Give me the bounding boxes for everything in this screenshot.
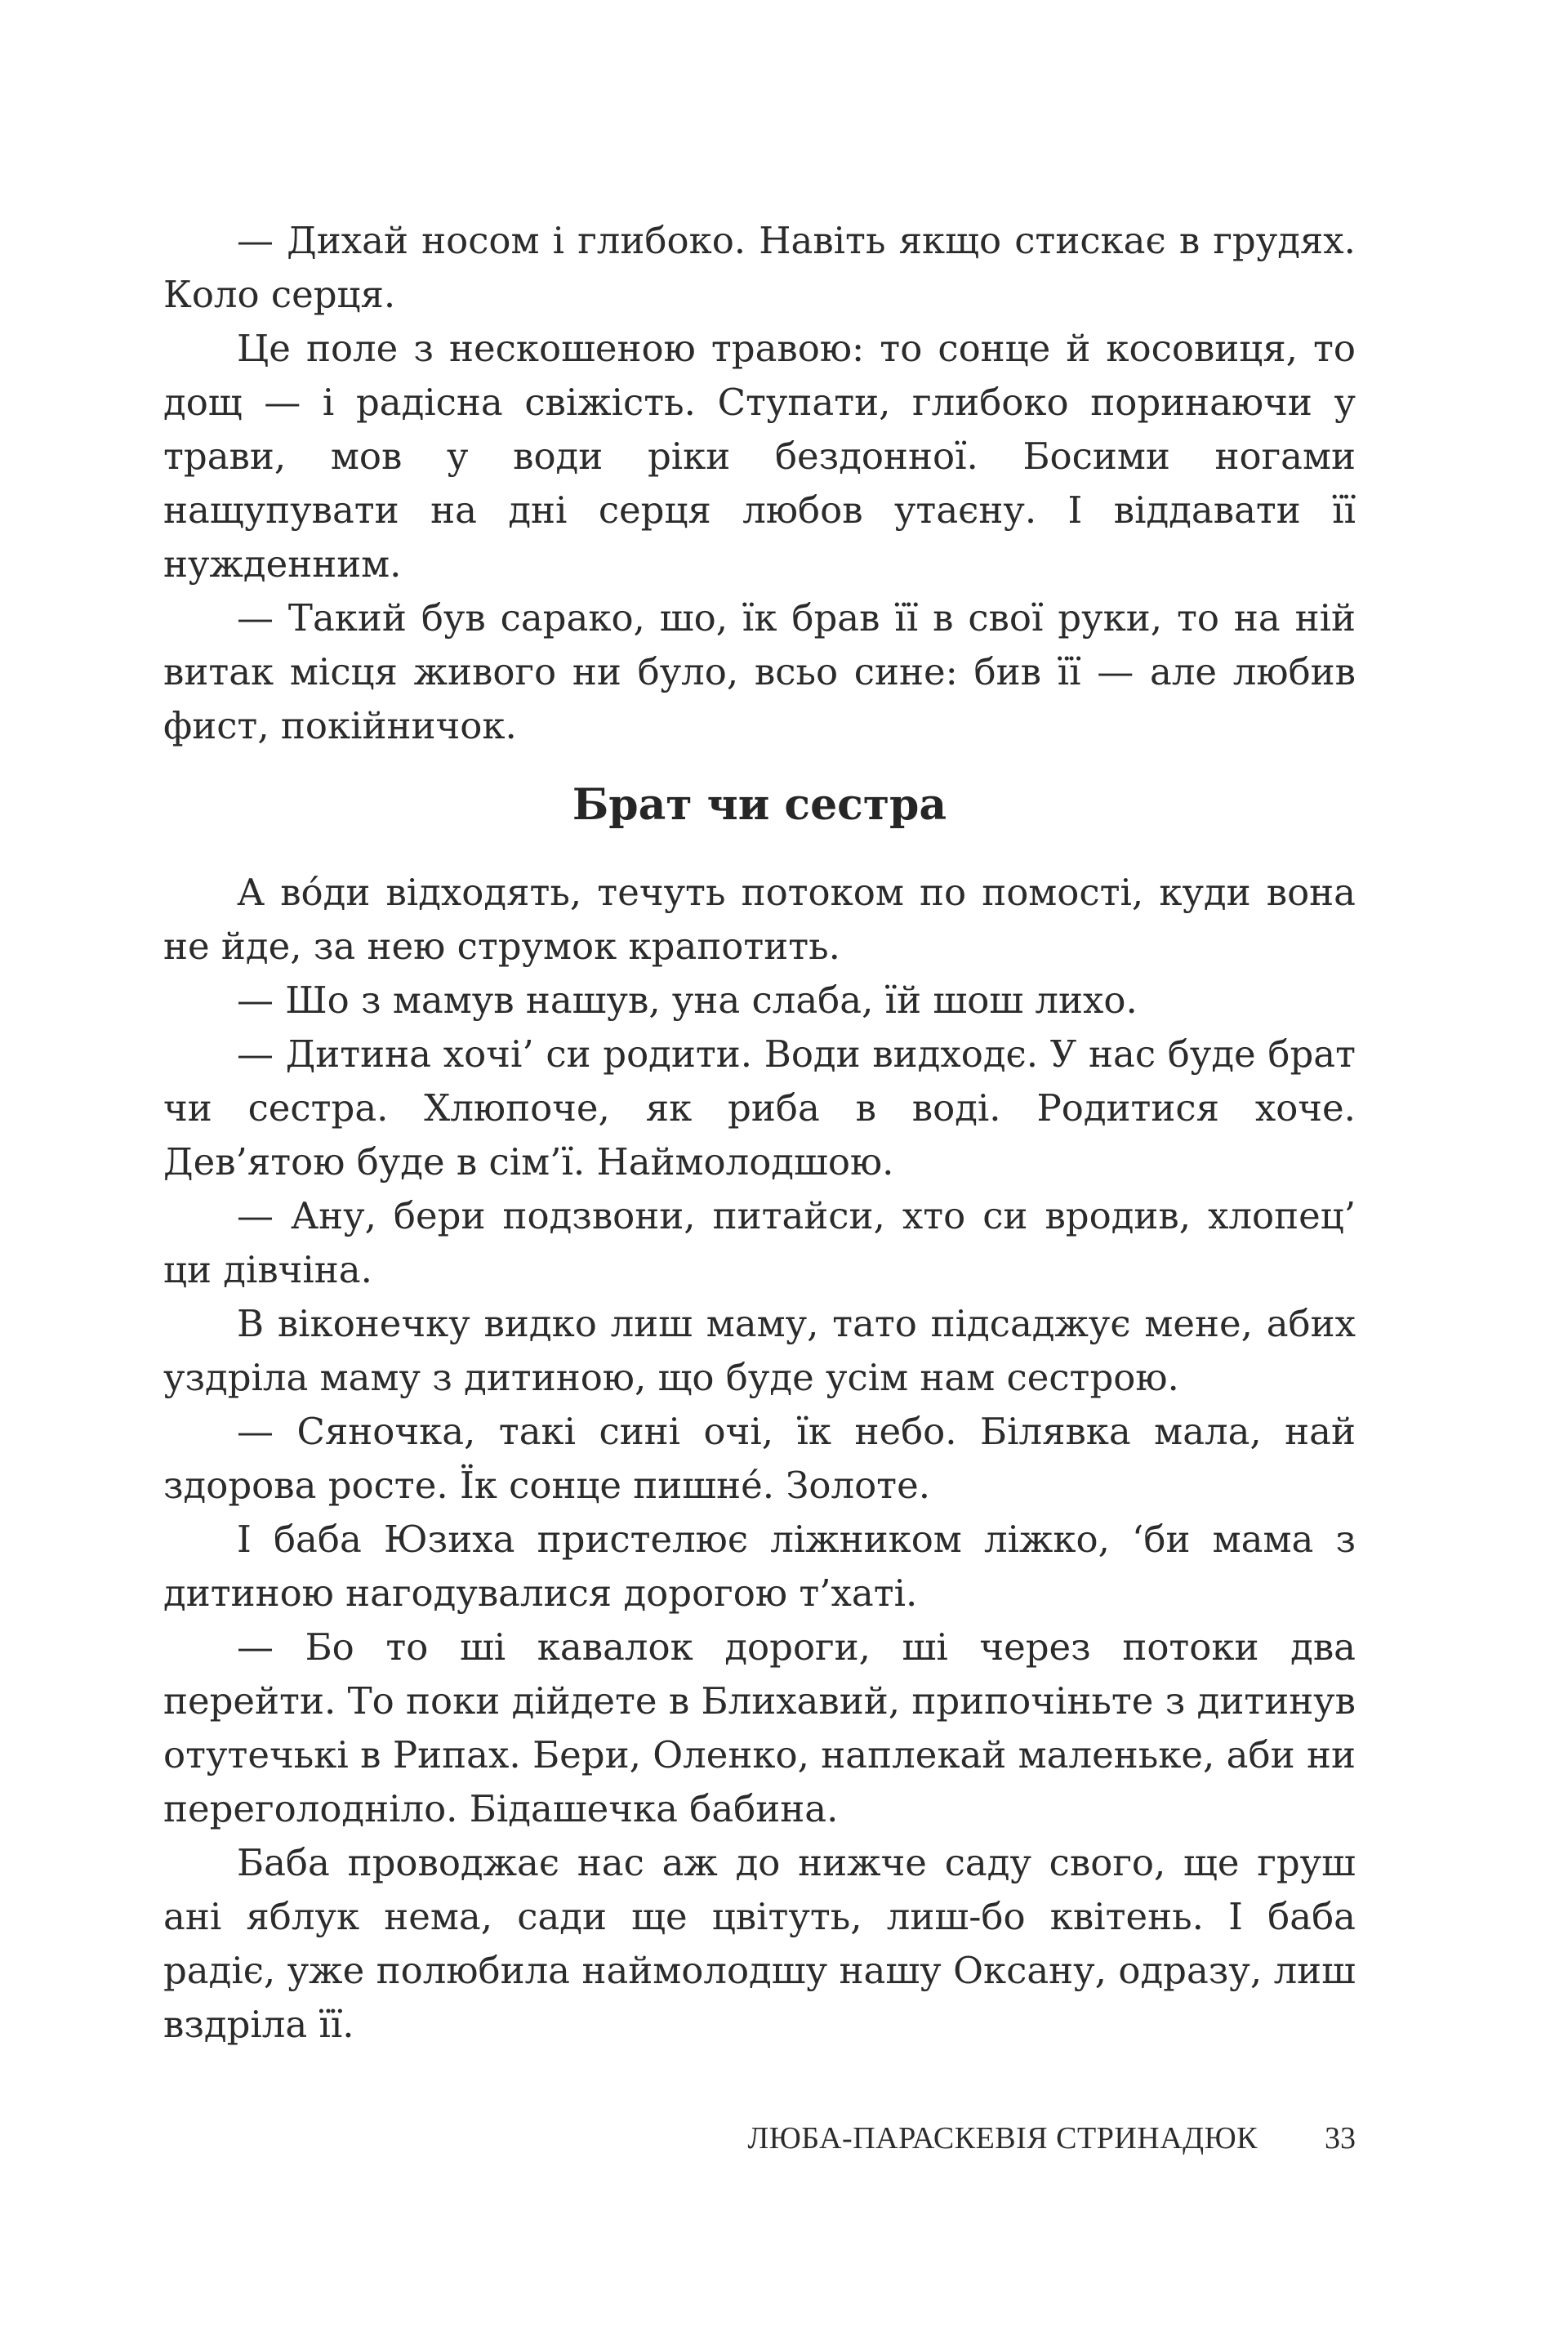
text-block-main [163,866,1356,2052]
paragraph: — Дитина хочі’ си родити. Води видходє. У нас буде брат чи сестра. Хлюпоче, як риба в воді. Родитися хоче. Дев’ятою буде в сім’ї. Наймолодшою. [163,1032,1356,1184]
paragraph: А во́ди відходять, течуть потоком по помості, куди вона не йде, за нею струмок крапотить. [163,871,1356,968]
footer-author: ЛЮБА-ПАРАСКЕВІЯ СТРИНАДЮК [747,2121,1258,2155]
paragraph: Баба проводжає нас аж до нижче саду свого, ще груш ані яблук нема, сади ще цвітуть, лиш-бо квітень. І баба радіє, уже полюбила наймолодшу нашу Оксану, одразу, лиш вздріла її. [163,1841,1356,2046]
page-number: 33 [1325,2121,1356,2155]
paragraph: І баба Юзиха пристелює ліжником ліжко, ‘би мама з дитиною нагодувалися дорогою т’хаті. [163,1518,1356,1615]
paragraph: В віконечку видко лиш маму, тато підсаджує мене, абих уздріла маму з дитиною, що буде усім нам сестрою. [163,1302,1356,1399]
book-page [163,0,1356,2327]
paragraph: — Сяночка, такі сині очі, їк небо. Білявка мала, най здорова росте. Їк сонце пишне́. Золоте. [163,1410,1356,1507]
chapter-heading: Брат чи сестра [572,780,947,830]
paragraph: — Такий був сарако, шо, їк брав її в свої руки, то на ній витак місця живого ни було, всьо сине: бив її — але любив фист, покійничок. [163,596,1356,747]
running-footer [163,2115,1356,2161]
paragraph: — Бо то ші кавалок дороги, ші через потоки два перейти. То поки дійдете в Блихавий, припочіньте з дитинув отутечькі в Рипах. Бери, Оленко, наплекай маленьке, аби ни переголодніло. Бідашечка бабина. [163,1625,1356,1830]
text-block-top [163,214,1356,753]
paragraph: — Ану, бери подзвони, питайси, хто си вродив, хлопец’ ци дівчіна. [163,1194,1356,1291]
paragraph: Це поле з нескошеною травою: то сонце й косовиця, то дощ — і радісна свіжість. Ступати, глибоко поринаючи у трави, мов у води ріки бездонної. Босими ногами нащупувати на дні серця любов утаєну. І віддавати її нужденним. [163,327,1356,586]
paragraph: — Шо з мамув нашув, уна слаба, їй шош лихо. [237,978,1138,1022]
paragraph: — Дихай носом і глибоко. Навіть якщо стискає в грудях. Коло серця. [163,219,1356,316]
